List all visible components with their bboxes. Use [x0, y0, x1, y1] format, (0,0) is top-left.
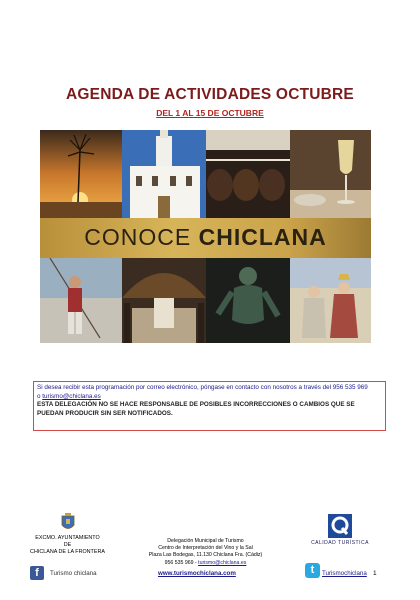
- footer-mid-line-4: 956 535 969 - turismo@chiclana.es: [164, 559, 247, 566]
- footer-email-link[interactable]: turismo@chiclana.es: [198, 559, 247, 566]
- notice-box: [33, 381, 386, 431]
- footer-left-line-2: DE: [63, 542, 72, 548]
- twitter-label[interactable]: Turismochiclana: [322, 570, 367, 577]
- notice-line-2: o turismo@chiclana.es: [37, 392, 101, 400]
- bronze-statue-photo: [206, 258, 290, 343]
- footer-left-line-1: EXCMO. AYUNTAMIENTO: [35, 535, 100, 541]
- footer-quality-badge: [300, 513, 380, 546]
- notice-line-1: Si desea recibir esta programación por correo electrónico, póngase en contacto con nosotros a través del 956 535 969: [37, 384, 368, 391]
- notice-disclaimer: ESTA DELEGACIÓN NO SE HACE RESPONSABLE DE POSIBLES INCORRECCIONES O CAMBIOS QUE SE PUEDAN PRODUCIR SIN SER NOTIFICADOS.: [37, 401, 355, 417]
- coat-of-arms-icon: [60, 513, 76, 533]
- page-title: AGENDA DE ACTIVIDADES OCTUBRE: [66, 86, 354, 103]
- twitter-icon[interactable]: t: [305, 563, 320, 578]
- banner-word-2: CHICLANA: [198, 224, 327, 250]
- hall-interior-photo: [122, 258, 206, 343]
- religious-float-photo: [290, 258, 371, 343]
- footer-contact: [128, 538, 283, 567]
- banner-word-1: CONOCE: [84, 224, 192, 250]
- page-subtitle: DEL 1 AL 15 DE OCTUBRE: [156, 108, 264, 118]
- facebook-icon[interactable]: f: [30, 566, 44, 580]
- footer-mid-line-3: Plaza Las Bodegas, 11.130 Chiclana Fra. (Cádiz): [148, 552, 263, 559]
- cover-collage: [40, 130, 371, 343]
- wine-glass-photo: [290, 130, 371, 218]
- salt-worker-photo: [40, 258, 122, 343]
- page-number: 1: [373, 570, 377, 577]
- footer-city-council: [20, 513, 115, 556]
- website-link[interactable]: www.turismochiclana.com: [158, 570, 236, 577]
- quality-label: CALIDAD TURÍSTICA: [311, 540, 369, 546]
- quality-q-icon: [327, 513, 353, 539]
- footer-phone: 956 535 969: [164, 559, 194, 566]
- footer-mid-line-2: Centro de Interpretación del Vino y la Sal: [158, 545, 253, 552]
- footer-mid-line-1: Delegación Municipal de Turismo: [167, 538, 244, 544]
- facebook-label[interactable]: Turismo chiclana: [50, 570, 97, 577]
- notice-email-link[interactable]: turismo@chiclana.es: [42, 392, 101, 400]
- footer-left-line-3: CHICLANA DE LA FRONTERA: [30, 549, 105, 555]
- wine-barrels-photo: [206, 130, 290, 218]
- tower-building-photo: [122, 130, 206, 218]
- sunset-palm-photo: [40, 130, 122, 218]
- banner-text: [40, 224, 371, 251]
